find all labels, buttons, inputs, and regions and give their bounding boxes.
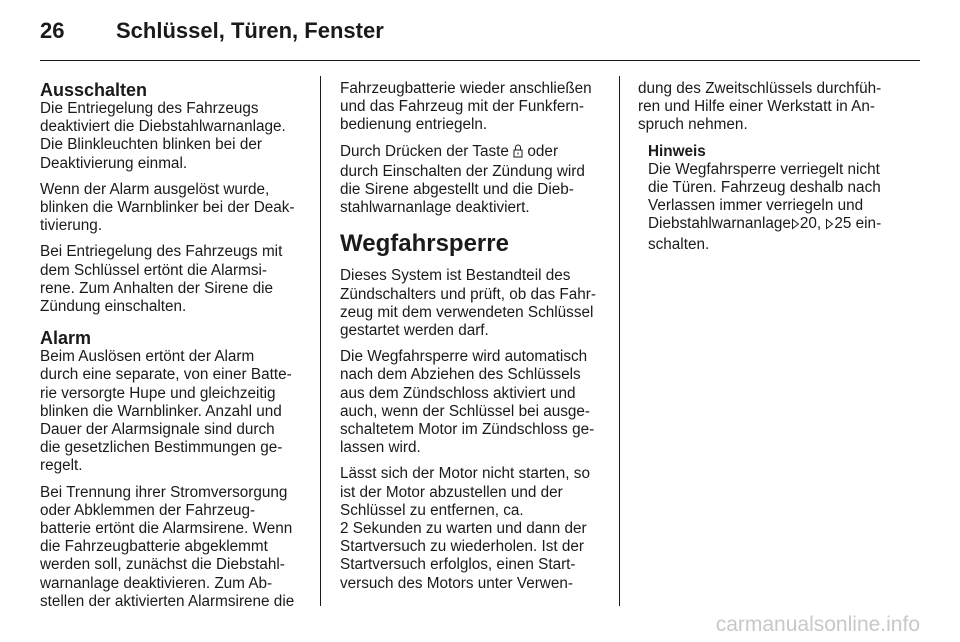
- text-line: [340, 143, 606, 163]
- text-line: Bei Entriegelung des Fahrzeugs mit: [40, 243, 283, 261]
- heading-alarm: Alarm: [40, 328, 92, 349]
- text-line: Zündschalters und prüft, ob das Fahr-: [340, 285, 596, 303]
- note-box: [648, 143, 904, 254]
- paragraph: [40, 243, 306, 316]
- column-1: [40, 80, 306, 619]
- text-line: Bei Trennung ihrer Stromversorgung: [40, 483, 288, 501]
- text-line: blinken die Warnblinker. Anzahl und: [40, 402, 282, 420]
- text-line: stahlwarnanlage deaktiviert.: [340, 199, 530, 217]
- text-fragment: oder: [523, 142, 559, 160]
- text-line: zeug mit dem verwendeten Schlüssel: [340, 303, 594, 321]
- text-line: Startversuch zu wiederholen. Ist der: [340, 538, 585, 556]
- page-reference-link[interactable]: 20: [799, 215, 817, 233]
- column-2: [340, 80, 606, 601]
- watermark: carmanualsonline.info: [715, 613, 920, 636]
- page-header: [40, 18, 384, 48]
- text-line: batterie ertönt die Alarmsirene. Wenn: [40, 520, 293, 538]
- text-line: gestartet werden darf.: [340, 322, 489, 340]
- text-line: spruch nehmen.: [638, 116, 748, 134]
- text-line: die Fahrzeugbatterie abgeklemmt: [40, 538, 268, 556]
- column-divider-2: [619, 76, 620, 606]
- text-line: Lässt sich der Motor nicht starten, so: [340, 465, 590, 483]
- text-fragment: Durch Drücken der Taste: [340, 142, 514, 160]
- text-line: durch eine separate, von einer Batte-: [40, 366, 292, 384]
- text-line: nach dem Abziehen des Schlüssels: [340, 366, 581, 384]
- text-line: die gesetzlichen Bestimmungen ge-: [40, 439, 283, 457]
- paragraph: [40, 100, 306, 173]
- text-fragment: ein-: [851, 215, 882, 233]
- text-line: Fahrzeugbatterie wieder anschließen: [340, 80, 592, 97]
- page-title: Schlüssel, Türen, Fenster: [116, 18, 384, 43]
- text-line: aus dem Zündschloss aktiviert und: [340, 384, 576, 402]
- text-line: schaltetem Motor im Zündschloss ge-: [340, 421, 595, 439]
- text-line: lassen wird.: [340, 439, 421, 457]
- paragraph: [340, 348, 606, 457]
- text-line: rie versorgte Hupe und gleichzeitig: [40, 384, 276, 402]
- text-line: blinken die Warnblinker bei der Deak-: [40, 199, 295, 217]
- heading-ausschalten: Ausschalten: [40, 80, 148, 100]
- paragraph: [340, 267, 606, 340]
- column-divider-1: [320, 76, 321, 606]
- text-line: deaktiviert die Diebstahlwarnanlage.: [40, 118, 286, 136]
- text-line: auch, wenn der Schlüssel bei ausge-: [340, 402, 591, 420]
- text-line: Startversuch erfolglos, einen Start-: [340, 556, 576, 574]
- paragraph: [340, 80, 606, 135]
- note-title: Hinweis: [648, 142, 706, 160]
- text-line: und das Fahrzeug mit der Funkfern-: [340, 98, 585, 116]
- paragraph: [40, 484, 306, 611]
- paragraph: [340, 465, 606, 592]
- heading-wegfahrsperre: Wegfahrsperre: [340, 230, 509, 258]
- column-3: [638, 80, 904, 254]
- text-line: schalten.: [648, 235, 710, 253]
- header-rule: [40, 60, 920, 61]
- text-line: werden soll, zunächst die Diebstahl-: [40, 556, 285, 574]
- page-number: 26: [40, 18, 65, 43]
- page-reference-link[interactable]: 25: [834, 215, 852, 233]
- text-line: Beim Auslösen ertönt der Alarm: [40, 348, 255, 366]
- text-line: 2 Sekunden zu warten und dann der: [340, 520, 587, 538]
- paragraph: [638, 80, 904, 135]
- text-line: dem Schlüssel ertönt die Alarmsi-: [40, 261, 267, 279]
- text-line: Die Blinkleuchten blinken bei der: [40, 136, 262, 154]
- text-line: rene. Zum Anhalten der Sirene die: [40, 279, 273, 297]
- text-line: Deaktivierung einmal.: [40, 154, 188, 172]
- text-line: Schlüssel zu entfernen, ca.: [340, 501, 524, 519]
- text-line: bedienung entriegeln.: [340, 116, 488, 134]
- text-line: Die Entriegelung des Fahrzeugs: [40, 100, 259, 117]
- text-line: Die Wegfahrsperre wird automatisch: [340, 348, 588, 366]
- text-line: regelt.: [40, 457, 83, 475]
- text-line: Dieses System ist Bestandteil des: [340, 267, 571, 285]
- text-line: Diebstahlwarnanlage 20, 25 ein-: [648, 215, 904, 235]
- text-line: stellen der aktivierten Alarmsirene die: [40, 592, 295, 610]
- text-line: durch Einschalten der Zündung wird: [340, 162, 585, 180]
- lock-icon: [513, 143, 523, 163]
- text-line: oder Abklemmen der Fahrzeug-: [40, 501, 256, 519]
- text-line: versuch des Motors unter Verwen-: [340, 574, 573, 592]
- text-line: Wenn der Alarm ausgelöst wurde,: [40, 180, 270, 198]
- paragraph: [40, 181, 306, 236]
- text-line: die Sirene abgestellt und die Dieb-: [340, 181, 574, 199]
- text-line: tivierung.: [40, 217, 103, 235]
- text-line: warnanlage deaktivieren. Zum Ab-: [40, 574, 273, 592]
- text-line: Verlassen immer verriegeln und: [648, 197, 864, 215]
- text-fragment: Diebstahlwarnanlage: [648, 215, 791, 233]
- triangle-right-icon: [791, 217, 800, 235]
- text-line: ist der Motor abzustellen und der: [340, 483, 563, 501]
- text-line: dung des Zweitschlüssels durchfüh-: [638, 80, 882, 97]
- paragraph: [40, 348, 306, 475]
- text-line: Zündung einschalten.: [40, 298, 187, 316]
- text-line: Dauer der Alarmsignale sind durch: [40, 421, 275, 439]
- text-line: die Türen. Fahrzeug deshalb nach: [648, 179, 881, 197]
- paragraph: [340, 143, 606, 218]
- text-line: ren und Hilfe einer Werkstatt in An-: [638, 98, 875, 116]
- text-line: Die Wegfahrsperre verriegelt nicht: [648, 160, 880, 178]
